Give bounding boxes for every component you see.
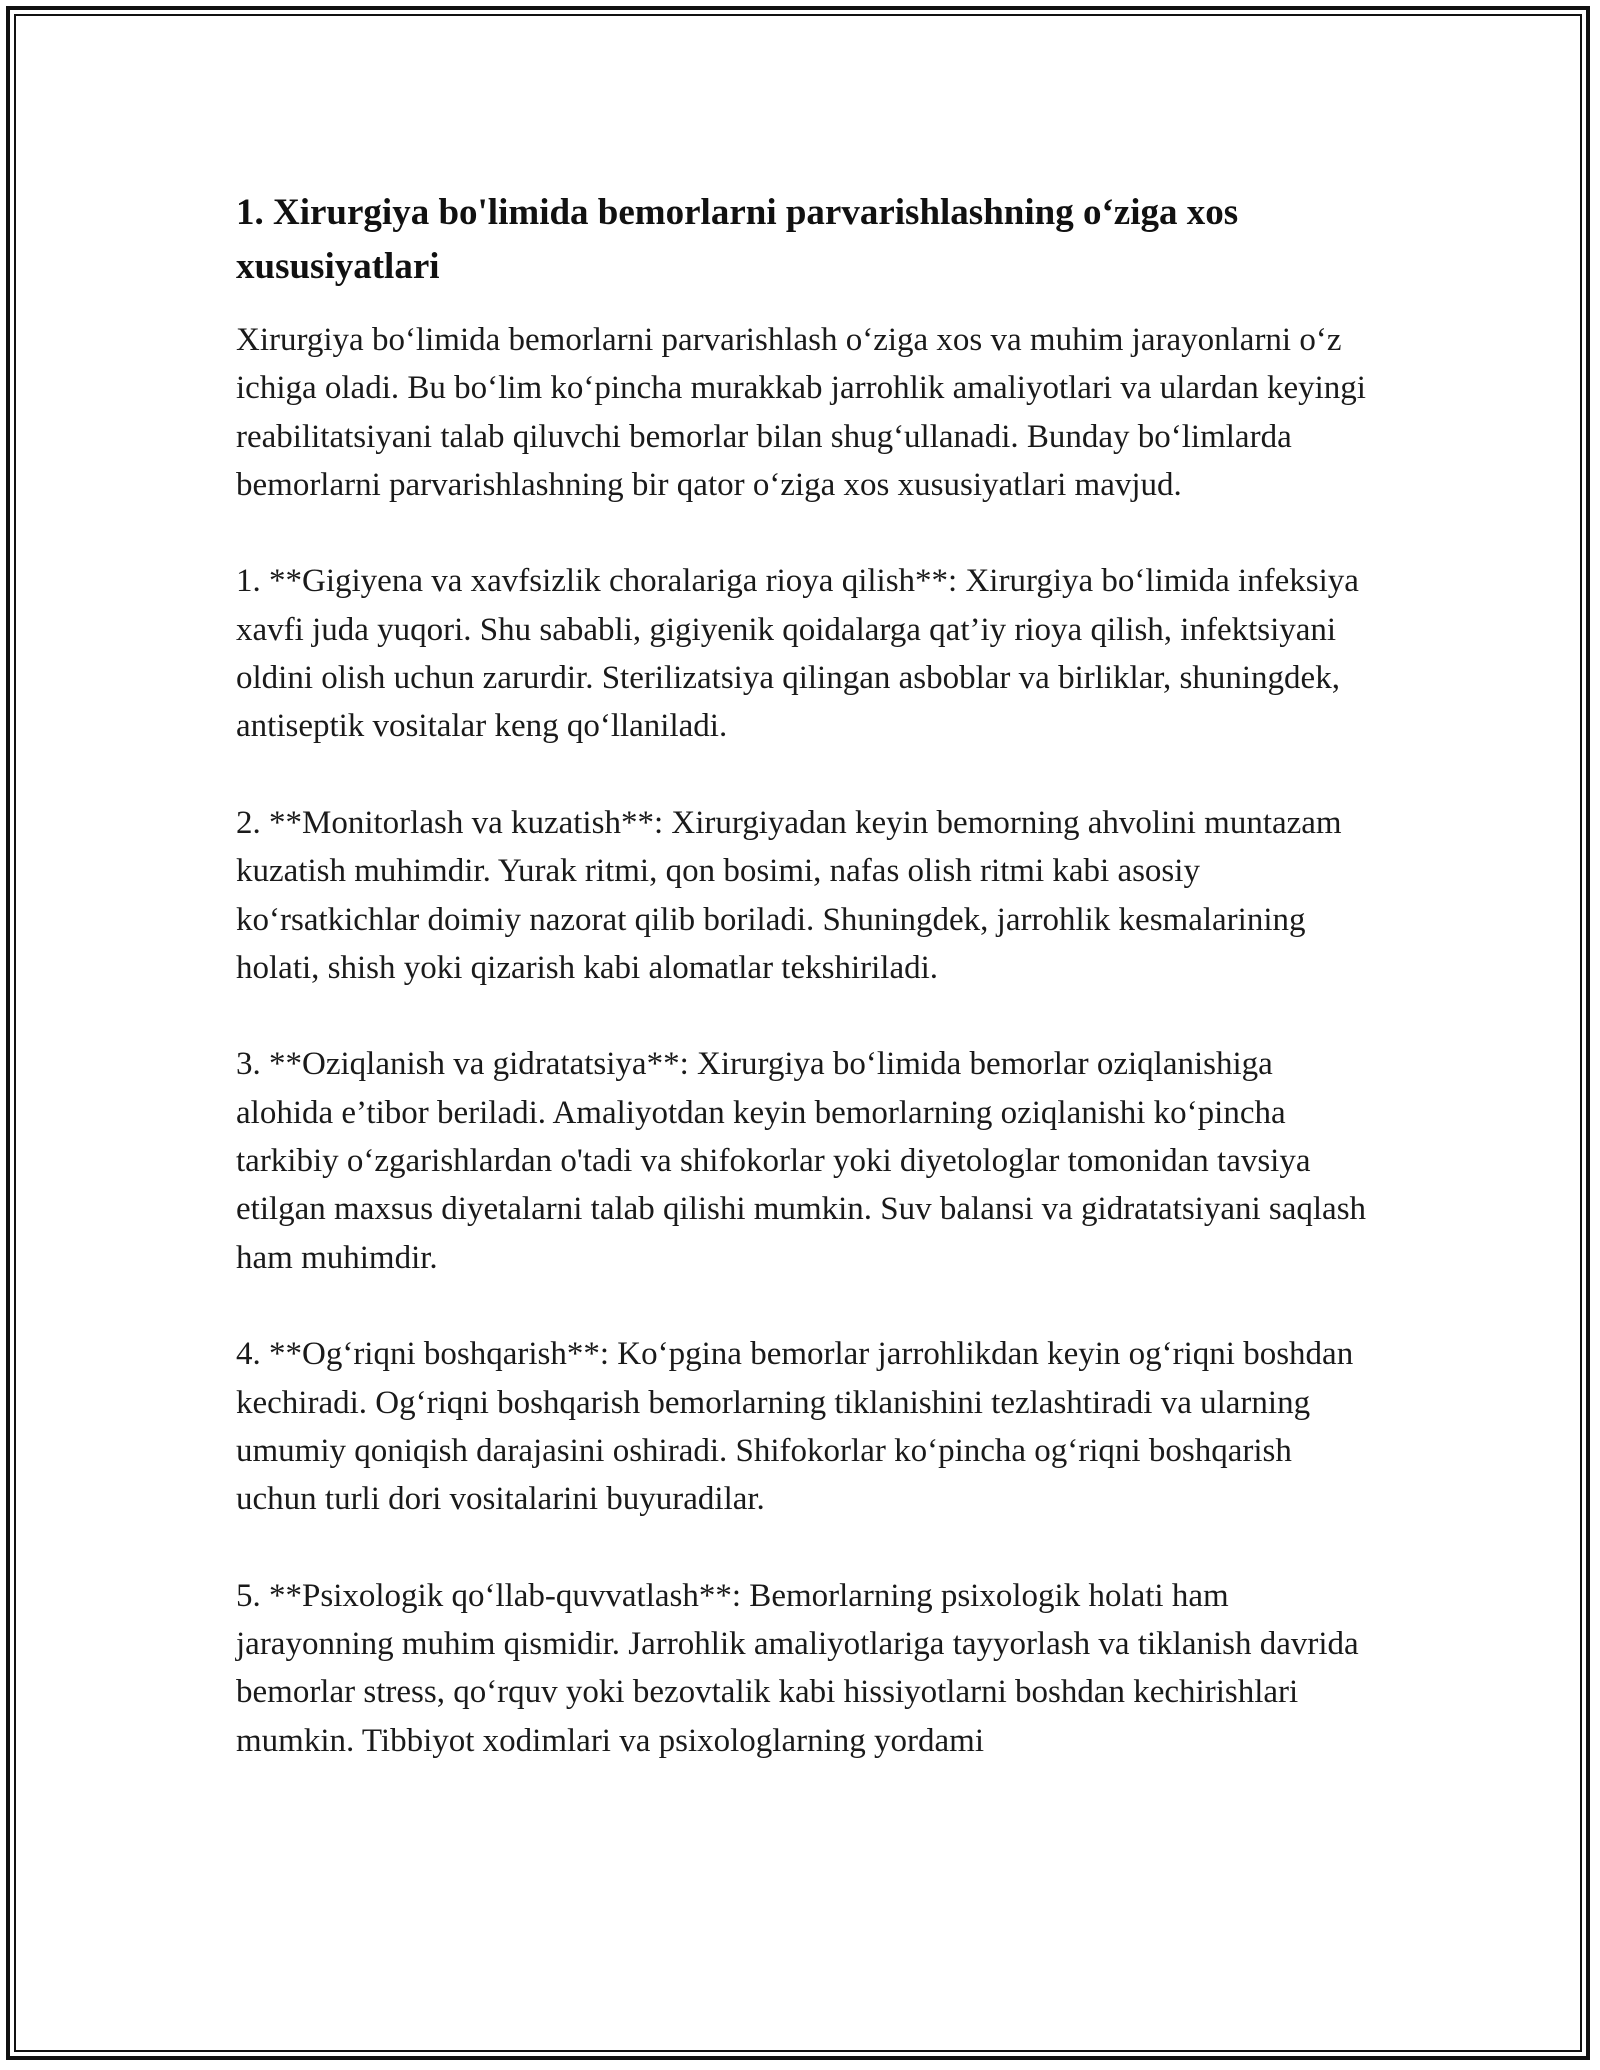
list-item-pain-management: 4. **Og‘riqni boshqarish**: Ko‘pgina bemorlar jarrohlikdan keyin og‘riqni boshdan kechiradi. Og‘riqni boshqarish bemorlarning tiklanishini tezlashtiradi va ularning umumiy qoniqish darajasini oshiradi. Shifokorlar ko‘pincha og‘riqni boshqarish uchun turli dori vositalarini buyuradilar. [236,1336,1354,1518]
list-item-psychological-support: 5. **Psixologik qo‘llab-quvvatlash**: Bemorlarning psixologik holati ham jarayonning muhim qismidir. Jarrohlik amaliyotlariga tayyorlash va tiklanish davrida bemorlar stress, qo‘rquv yoki bezovtalik kabi hissiyotlarni boshdan kechirishlari mumkin. Tibbiyot xodimlari va psixologlarning yordami [236,1577,1359,1759]
intro-paragraph: Xirurgiya bo‘limida bemorlarni parvarishlash o‘ziga xos va muhim jarayonlarni o‘z ichiga oladi. Bu bo‘lim ko‘pincha murakkab jarrohlik amaliyotlari va ulardan keyingi reabilitatsiyani talab qiluvchi bemorlar bilan shug‘ullanadi. Bunday bo‘limlarda bemorlarni parvarishlashning bir qator o‘ziga xos xususiyatlari mavjud. [236,322,1366,503]
list-item-monitoring: 2. **Monitorlash va kuzatish**: Xirurgiyadan keyin bemorning ahvolini muntazam kuzatish muhimdir. Yurak ritmi, qon bosimi, nafas olish ritmi kabi asosiy ko‘rsatkichlar doimiy nazorat qilib boriladi. Shuningdek, jarrohlik kesmalarining holati, shish yoki qizarish kabi alomatlar tekshiriladi. [236,804,1342,986]
list-item-nutrition: 3. **Oziqlanish va gidratatsiya**: Xirurgiya bo‘limida bemorlar oziqlanishiga alohida e’tibor beriladi. Amaliyotdan keyin bemorlarning oziqlanishi ko‘pincha tarkibiy o‘zgarishlardan o'tadi va shifokorlar yoki diyetologlar tomonidan tavsiya etilgan maxsus diyetalarni talab qilishi mumkin. Suv balansi va gidratatsiyani saqlash ham muhimdir. [236,1046,1367,1276]
document-body [236,186,1376,1813]
document-title: 1. Xirurgiya bo'limida bemorlarni parvarishlashning o‘ziga xos xususiyatlari [236,192,1239,287]
list-item-hygiene: 1. **Gigiyena va xavfsizlik choralariga rioya qilish**: Xirurgiya bo‘limida infeksiya xavfi juda yuqori. Shu sababli, gigiyenik qoidalarga qat’iy rioya qilish, infektsiyani oldini olish uchun zarurdir. Sterilizatsiya qilingan asboblar va birliklar, shuningdek, antiseptik vositalar keng qo‘llaniladi. [236,563,1359,745]
